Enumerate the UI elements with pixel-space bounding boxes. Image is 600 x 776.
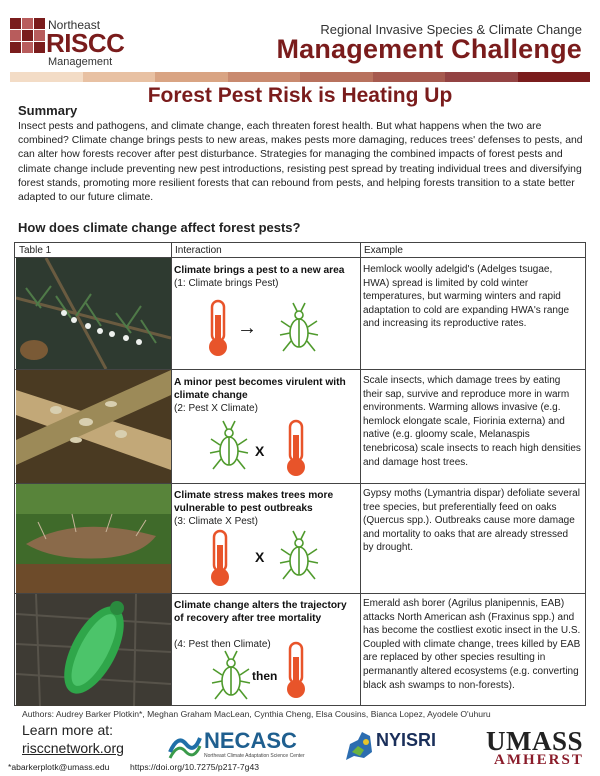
pest-interaction-table <box>14 242 586 706</box>
row3-subtitle: (3: Climate X Pest) <box>174 516 258 527</box>
logo-text-riscc: RISCC <box>46 28 125 58</box>
row3-example: Gypsy moths (Lymantria dispar) defoliate several tree species, but preferentially feed on oaks (Quercus spp.). Outbreaks cause more damage and mortality to oaks that are already stressed by drought. <box>363 488 580 554</box>
color-bar-segment <box>445 72 518 82</box>
color-bar-segment <box>155 72 228 82</box>
beetle-icon <box>277 529 321 585</box>
logo-text-northeast: Northeast <box>48 18 101 32</box>
row1-subtitle: (1: Climate brings Pest) <box>174 278 279 289</box>
thermometer-icon <box>285 641 307 701</box>
summary-heading: Summary <box>18 103 78 118</box>
color-bar-segment <box>10 72 83 82</box>
necasc-logo <box>168 728 318 764</box>
summary-text: Insect pests and pathogens, and climate change, each threaten forest health. But what happens when the two are combined? Climate change brings pests to new areas, makes pests more damaging, reduces trees' defenses to pests, and can alter how forests recover after pest disturbance. Strategies for managing the combined impacts of forest pests and climate change include preventing new pest introductions, resisting pest spread by treating individual trees and diversifying forest stands, promoting more resilient forests that can rebound from pests, and helping forests transition to a state better adapted to our future climate. <box>18 121 583 204</box>
times-icon: X <box>255 443 265 459</box>
contact-email[interactable]: *abarkerplotk@umass.edu <box>8 762 110 772</box>
beetle-icon <box>207 419 251 475</box>
necasc-subtitle: Northeast Climate Adaptation Science Center <box>204 753 305 759</box>
then-label: then <box>252 669 278 683</box>
gypsy-moth-photo <box>16 484 171 593</box>
learn-more-label: Learn more at: <box>22 722 114 738</box>
row1-example: Hemlock woolly adelgid's (Adelges tsugae, HWA) spread is limited by cold winter temperatures, but warming winters and rapid adaptation to cold are expanding HWA's range and increasing its reproductive rates. <box>363 264 570 330</box>
beetle-icon <box>277 301 321 357</box>
necasc-wordmark: NECASC <box>204 728 297 753</box>
row4-title: Climate change alters the trajectory of recovery after tree mortality <box>174 600 347 624</box>
table-header-interaction: Interaction <box>175 245 222 256</box>
row1-title: Climate brings a pest to a new area <box>174 265 345 276</box>
row3-title: Climate stress makes trees more vulnerable to pest outbreaks <box>174 490 334 514</box>
doi-link[interactable]: https://doi.org/10.7275/p217-7g43 <box>130 762 260 772</box>
header-subtitle: Regional Invasive Species & Climate Change <box>320 22 582 37</box>
umass-wordmark: UMASS <box>486 726 584 756</box>
beetle-icon <box>209 649 253 705</box>
logo-mark <box>10 18 44 52</box>
table-header-example: Example <box>364 245 403 256</box>
color-bar-segment <box>373 72 446 82</box>
hemlock-adelgid-photo <box>16 258 171 369</box>
color-bar-segment <box>83 72 156 82</box>
row2-title: A minor pest becomes virulent with climate change <box>174 377 346 401</box>
table-divider <box>360 243 361 705</box>
table-header-label: Table 1 <box>19 245 52 256</box>
times-icon: X <box>255 549 265 565</box>
thermometer-icon <box>207 299 229 359</box>
table-divider <box>171 243 172 705</box>
row4-example: Emerald ash borer (Agrilus planipennis, EAB) attacks North American ash (Fraxinus spp.) and has become the costliest exotic insect in the U.S. Coupled with climate change, trees killed by EAB are replaced by other species resulting in permanantly altered ecosystems (e.g. converting black ash swamps to non-forests). <box>363 598 581 691</box>
color-bar-segment <box>300 72 373 82</box>
logo-text-management: Management <box>48 56 113 68</box>
row4-subtitle: (4: Pest then Climate) <box>174 639 271 650</box>
thermometer-icon <box>285 419 307 479</box>
thermometer-icon <box>209 529 231 589</box>
arrow-icon: → <box>237 317 257 339</box>
nyisri-logo <box>344 728 448 768</box>
row2-subtitle: (2: Pest X Climate) <box>174 403 258 414</box>
row2-example: Scale insects, which damage trees by eating their sap, survive and reproduce more in warm environments. Warming allows invasive (e.g. hemlock elongate scale, Fiorinia externa) and native (e.g. gloomy scale, Melanaspis tenebricosa) scale insects to reach high densities and damage host trees. <box>363 375 581 468</box>
riscc-logo <box>10 14 125 68</box>
amherst-wordmark: AMHERST <box>494 752 584 768</box>
necasc-wave-icon <box>168 730 202 760</box>
section-heading: How does climate change affect forest pests? <box>18 220 301 235</box>
new-york-state-icon <box>344 730 374 766</box>
authors-line: Authors: Audrey Barker Plotkin*, Meghan Graham MacLean, Cynthia Cheng, Elsa Cousins, Bianca Lopez, Ayodele O'uhuru <box>22 709 491 719</box>
nyisri-wordmark: NYISRI <box>376 730 437 750</box>
riscc-network-link[interactable]: risccnetwork.org <box>22 740 124 756</box>
page-title: Forest Pest Risk is Heating Up <box>147 84 453 107</box>
color-bar-segment <box>228 72 301 82</box>
color-bar-segment <box>518 72 591 82</box>
umass-logo <box>486 726 590 770</box>
scale-insect-photo <box>16 370 171 483</box>
header-color-bar <box>10 72 590 82</box>
emerald-ash-borer-photo <box>16 594 171 706</box>
header-title: Management Challenge <box>276 34 582 64</box>
